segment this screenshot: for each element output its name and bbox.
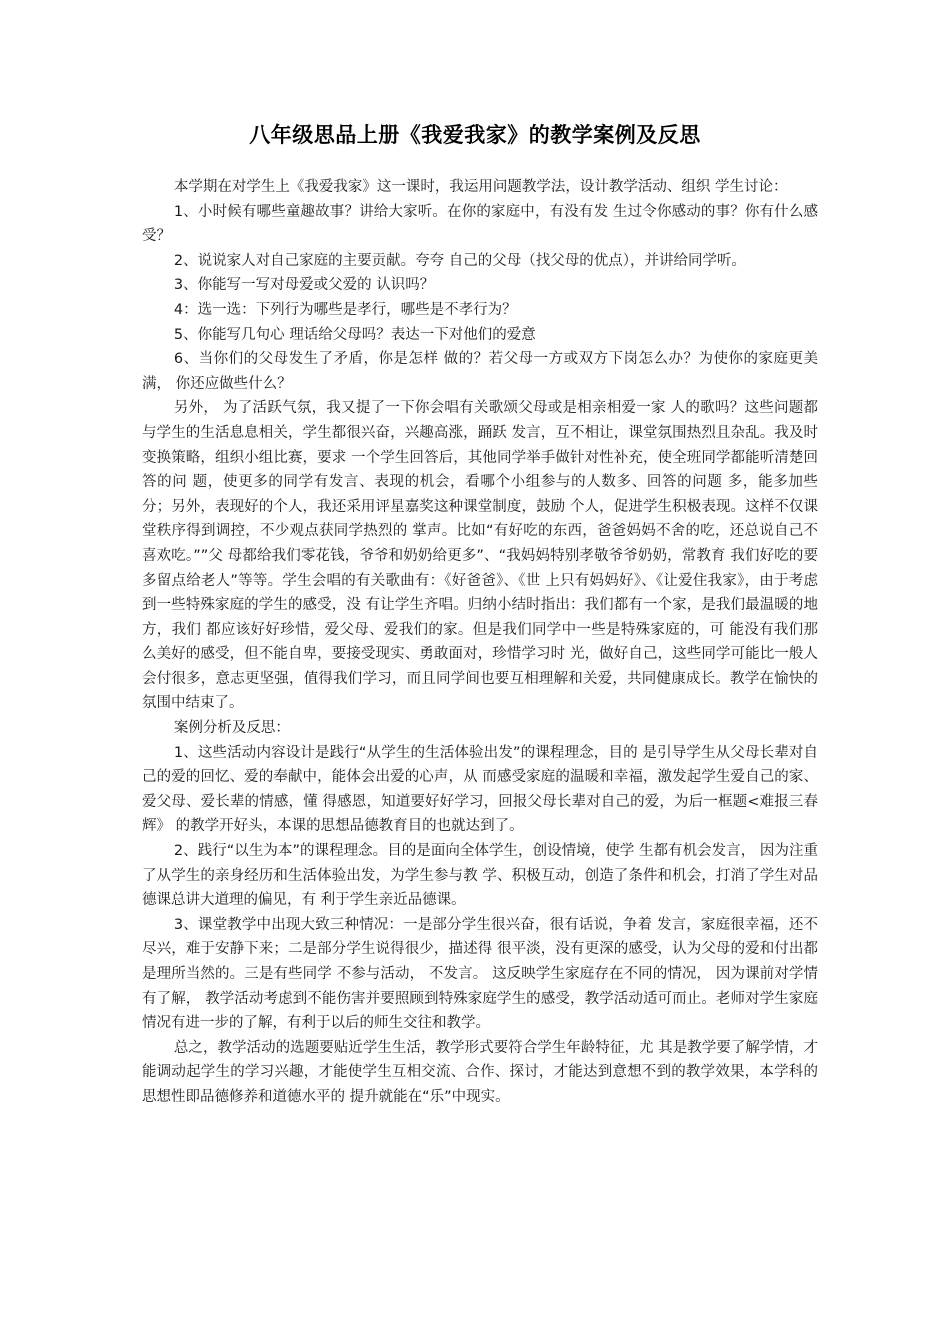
paragraph-conclusion: 总之，教学活动的选题要贴近学生生活，教学形式要符合学生年龄特征，尤 其是教学要了解学情，才能调动起学生的学习兴趣，才能使学生互相交流、合作、探讨，才能达到意想不到的教学效果，本学科的思想性即品德修养和道德水平的 提升就能在“乐”中现实。 bbox=[142, 1039, 818, 1105]
paragraph-intro: 本学期在对学生上《我爱我家》这一课时，我运用问题教学法，设计教学活动、组织 学生讨论： bbox=[173, 179, 788, 195]
paragraph-reflection-1: 1、这些活动内容设计是践行“从学生的生活体验出发”的课程理念，目的 是引导学生从父母长辈对自己的爱的回忆、爱的奉献中，能体会出爱的心声，从 而感受家庭的温暖和幸福，激发起学生爱自己的家、爱父母、爱长辈的情感，懂 得感恩，知道要好好学习，回报父母长辈对自己的爱，为后一框题<难报三春辉》 的教学开好头，本课的思想品德教育目的也就达到了。 bbox=[142, 744, 818, 835]
document-title: 八年级思品上册《我爱我家》的教学案例及反思 bbox=[249, 122, 701, 147]
paragraph-question-3: 3、你能写一写对母爱或父爱的 认识吗？ bbox=[173, 277, 435, 294]
paragraph-question-4: 4：选一选：下列行为哪些是孝行，哪些是不孝行为？ bbox=[173, 301, 517, 318]
paragraph-question-6: 6、当你们的父母发生了矛盾，你是怎样 做的？若父母一方或双方下岗怎么办？为使你的家庭更美满， 你还应做些什么？ bbox=[142, 351, 818, 392]
paragraph-question-5: 5、你能写几句心 理话给父母吗？表达一下对他们的爱意 bbox=[173, 326, 536, 343]
paragraph-reflection-2: 2、践行“以生为本”的课程理念。目的是面向全体学生，创设情境，使学 生都有机会发言， 因为注重了从学生的亲身经历和生活体验出发，为学生参与教 学、积极互动，创造了条件和机会，打消了学生对品德课总讲大道理的偏见，有 利于学生亲近品德课。 bbox=[142, 843, 818, 909]
document-body bbox=[142, 175, 818, 1110]
paragraph-reflection-3: 3、课堂教学中出现大致三种情况：一是部分学生很兴奋，很有话说，争着 发言，家庭很幸福，还不尽兴，难于安静下来；二是部分学生说得很少，描述得 很平淡，没有更深的感受，认为父母的爱和付出都是理所当然的。三是有些同学 不参与活动， 不发言。 这反映学生家庭存在不同的情况， 因为课前对学情有了解， 教学活动考虑到不能伤害并要照顾到特殊家庭学生的感受，教学活动适可而止。老师对学生家庭情况有进一步的了解，有利于以后的师生交往和教学。 bbox=[142, 916, 818, 1032]
paragraph-activity: 另外， 为了活跃气氛，我又提了一下你会唱有关歌颂父母或是相亲相爱一家 人的歌吗？这些问题都与学生的生活息息相关，学生都很兴奋，兴趣高涨，踊跃 发言，互不相让，课堂氛围热烈且杂乱。我及时变换策略，组织小组比赛，要求 一个学生回答后，其他同学举手做针对性补充，使全班同学都能听清楚回答的问 题，使更多的同学有发言、表现的机会，看哪个小组参与的人数多、回答的问题 多，能多加些分；另外，表现好的个人，我还采用评星嘉奖这种课堂制度，鼓励 个人，促进学生积极表现。这样不仅课堂秩序得到调控，不少观点获同学热烈的 掌声。比如“有好吃的东西，爸爸妈妈不舍的吃，还总说自己不喜欢吃。””父 母都给我们零花钱，爷爷和奶奶给更多”、“我妈妈特别孝敬爷爷奶奶，常教育 我们好吃的要多留点给老人”等等。学生会唱的有关歌曲有：《好爸爸》、《世 上只有妈妈好》、《让爱住我家》，由于考虑到一些特殊家庭的学生的感受，没 有让学生齐唱。归纳小结时指出：我们都有一个家，是我们最温暖的地方，我们 都应该好好珍惜，爱父母、爱我们的家。但是我们同学中一些是特殊家庭的，可 能没有我们那么美好的感受，但不能自卑，要接受现实、勇敢面对，珍惜学习时 光，做好自己，这些同学可能比一般人会付很多，意志更坚强，值得我们学习，而且同学间也要互相理解和关爱，共同健康成长。教学在愉快的氛围中结束了。 bbox=[142, 400, 818, 712]
paragraph-question-1: 1、小时候有哪些童趣故事？讲给大家听。在你的家庭中，有没有发 生过令你感动的事？你有什么感受？ bbox=[142, 203, 818, 245]
paragraph-analysis-heading: 案例分析及反思： bbox=[173, 720, 290, 737]
paragraph-question-2: 2、说说家人对自己家庭的主要贡献。夸夸 自己的父母（找父母的优点），并讲给同学听。 bbox=[173, 252, 746, 269]
